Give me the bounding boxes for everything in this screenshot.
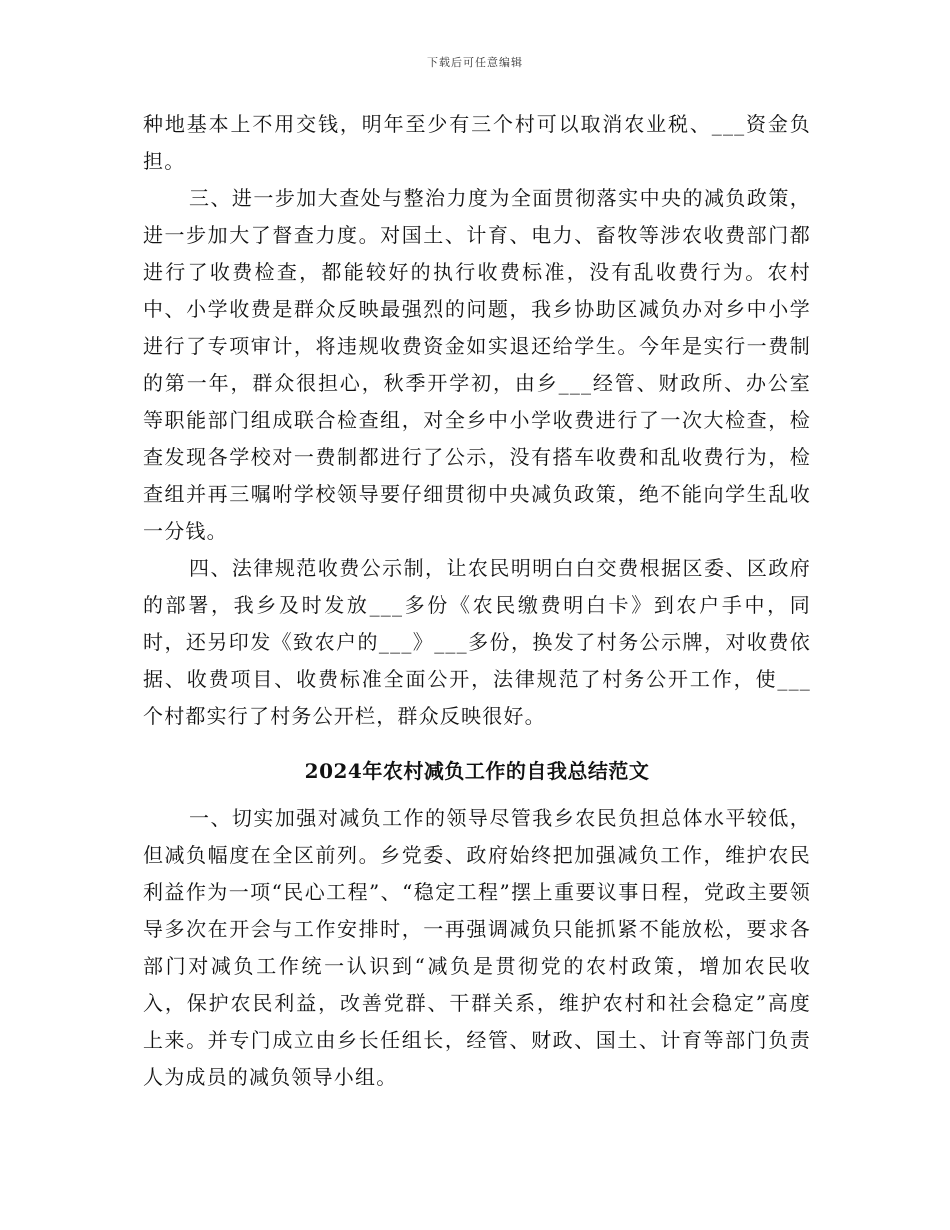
- document-body: [143, 106, 811, 1096]
- page-header-note: 下载后可任意编辑: [427, 56, 523, 69]
- paragraph-section-four: 四、法律规范收费公示制，让农民明明白白交费根据区委、区政府的部署，我乡及时发放___多份《农民缴费明白卡》到农户手中，同时，还另印发《致农户的___》___多份，换发了村务公示牌，对收费依据、收费项目、收费标准全面公开，法律规范了村务公开工作，使___个村都实行了村务公开栏，群众反映很好。: [143, 556, 811, 728]
- paragraph-section-three: 三、进一步加大查处与整治力度为全面贯彻落实中央的减负政策，进一步加大了督查力度。对国土、计育、电力、畜牧等涉农收费部门都进行了收费检查，都能较好的执行收费标准，没有乱收费行为。农村中、小学收费是群众反映最强烈的问题，我乡协助区减负办对乡中小学进行了专项审计，将违规收费资金如实退还给学生。今年是实行一费制的第一年，群众很担心，秋季开学初，由乡___经管、财政所、办公室等职能部门组成联合检查组，对全乡中小学收费进行了一次大检查，检查发现各学校对一费制都进行了公示，没有搭车收费和乱收费行为，检查组并再三嘱咐学校领导要仔细贯彻中央减负政策，绝不能向学生乱收一分钱。: [143, 186, 811, 543]
- paragraph-continuation: 种地基本上不用交钱，明年至少有三个村可以取消农业税、___资金负担。: [143, 112, 811, 173]
- document-title: 2024年农村减负工作的自我总结范文: [304, 759, 650, 783]
- paragraph-section-one: 一、切实加强对减负工作的领导尽管我乡农民负担总体水平较低，但减负幅度在全区前列。乡党委、政府始终把加强减负工作，维护农民利益作为一项“民心工程”、“稳定工程”摆上重要议事日程，党政主要领导多次在开会与工作安排时，一再强调减负只能抓紧不能放松，要求各部门对减负工作统一认识到“减负是贯彻党的农村政策，增加农民收入，保护农民利益，改善党群、干群关系，维护农村和社会稳定”高度上来。并专门成立由乡长任组长，经管、财政、国土、计育等部门负责人为成员的减负领导小组。: [143, 806, 811, 1089]
